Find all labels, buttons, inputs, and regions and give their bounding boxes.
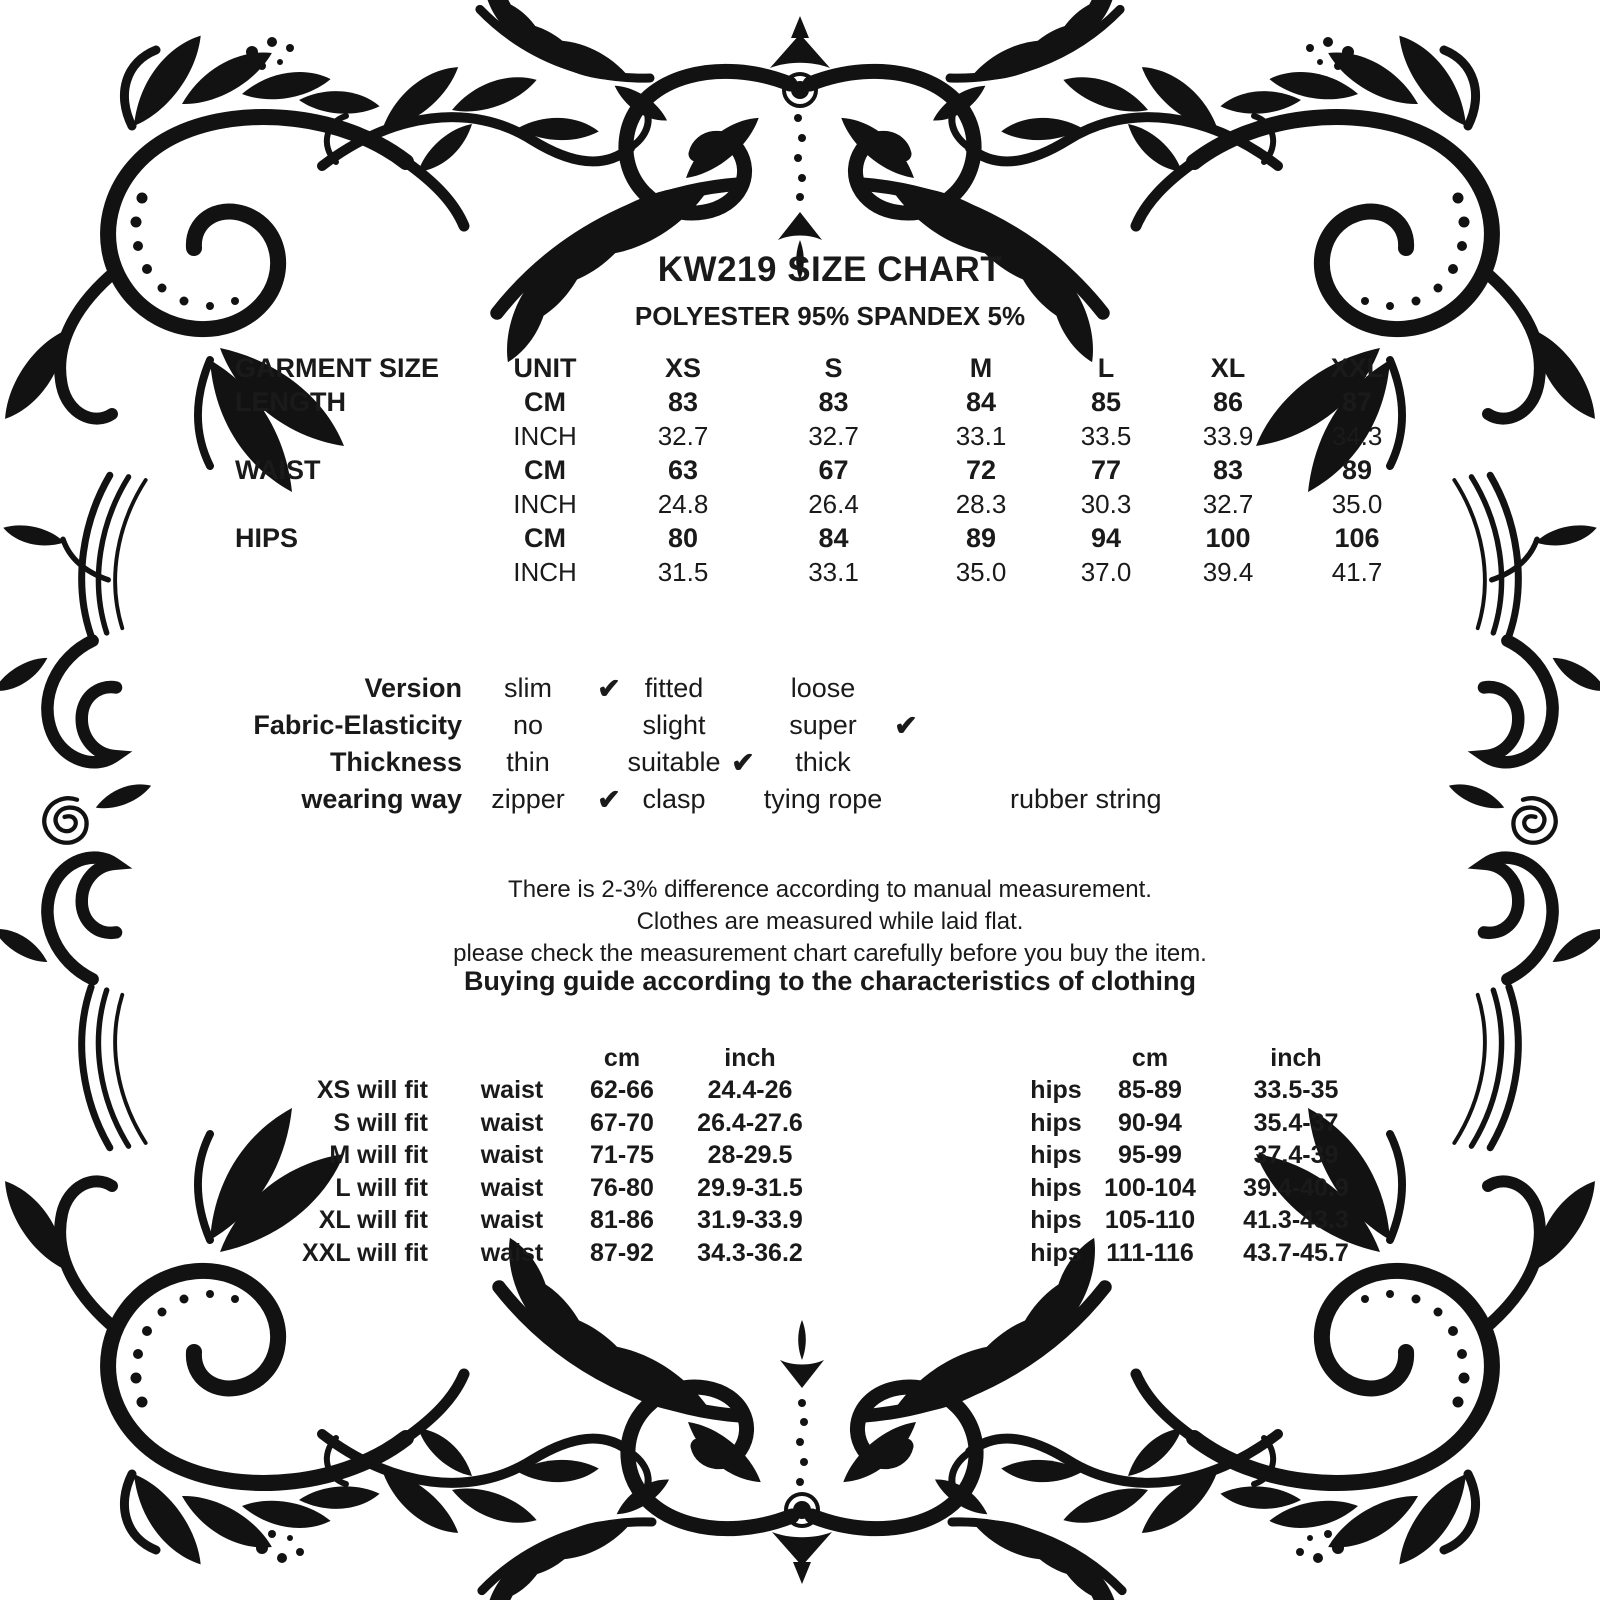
spacer-cell [838, 1205, 1008, 1238]
left-edge-scroll-chain [0, 475, 154, 1147]
size-table-cell: 83 [818, 386, 849, 417]
feature-option [928, 670, 1180, 707]
size-table-header-cell: UNIT [513, 352, 577, 383]
fit-table-cell: 26.4-27.6 [697, 1108, 803, 1137]
checkmark-cell [724, 670, 762, 707]
fit-table-cell: 33.5-35 [1253, 1076, 1339, 1105]
fit-table-header-cell: cm [1131, 1043, 1169, 1072]
fit-measure-label: hips [1030, 1076, 1082, 1105]
checkmark-cell [884, 781, 928, 818]
size-table-cell: 35.0 [955, 556, 1007, 587]
fit-table-cell: 43.7-45.7 [1243, 1238, 1349, 1267]
feature-option: rubber string [1010, 784, 1162, 814]
size-table-cell: 80 [667, 522, 699, 553]
fit-measure-label: waist [480, 1238, 544, 1267]
size-table-cell: 32.7 [1202, 488, 1254, 519]
size-table-unit-cell: INCH [513, 488, 577, 519]
fit-measure-label: hips [1030, 1108, 1082, 1137]
checkmark-cell [724, 707, 762, 744]
size-table-cell: 26.4 [808, 488, 859, 519]
size-table-cell: 37.0 [1080, 556, 1132, 587]
fit-size-label: XXL will fit [302, 1238, 428, 1267]
size-table-cell: 89 [1341, 454, 1373, 485]
size-table-cell: 77 [1090, 454, 1122, 485]
checkmark-cell [884, 744, 928, 781]
measurement-note-line: Clothes are measured while laid flat. [636, 908, 1024, 935]
fit-measure-label: hips [1030, 1238, 1082, 1267]
size-table-row-label: LENGTH [235, 386, 346, 417]
checkmark-icon: ✔ [597, 673, 621, 704]
size-table-cell: 72 [965, 454, 997, 485]
checkmark-cell [594, 744, 624, 781]
feature-option: slim [504, 673, 552, 703]
size-table-cell: 30.3 [1080, 488, 1132, 519]
spacer-cell [838, 1107, 1008, 1140]
page-title: KW219 SIZE CHART [657, 250, 1003, 289]
spacer-cell [838, 1172, 1008, 1205]
garment-features-list [180, 670, 1180, 818]
spacer-cell [442, 1042, 582, 1075]
size-table-unit-cell: CM [524, 386, 566, 417]
size-table-cell: 94 [1090, 522, 1122, 553]
fit-table-header-cell: inch [1270, 1043, 1322, 1072]
size-table-unit-cell: INCH [513, 420, 577, 451]
measurement-note-line: please check the measurement chart carefully before you buy the item. [453, 940, 1207, 967]
measurement-note-line: There is 2-3% difference according to manual measurement. [508, 876, 1152, 903]
fit-measure-label: waist [480, 1108, 544, 1137]
fit-measure-label: hips [1030, 1141, 1082, 1170]
size-table-cell: 89 [965, 522, 997, 553]
fit-measure-label: waist [480, 1173, 544, 1202]
size-table-header-cell: XL [1210, 352, 1246, 383]
fit-table-cell: 29.9-31.5 [697, 1173, 803, 1202]
size-table-cell: 32.7 [657, 420, 709, 451]
size-table-cell: 33.1 [955, 420, 1007, 451]
size-table-header-cell: GARMENT SIZE [235, 352, 440, 383]
fit-guide-table [270, 1042, 1396, 1270]
fit-measure-label: waist [480, 1206, 544, 1235]
fit-measure-label: waist [480, 1141, 544, 1170]
spacer-cell [1008, 1042, 1104, 1075]
feature-option: slight [642, 710, 706, 740]
size-table-cell: 100 [1205, 522, 1251, 553]
fit-table-cell: 28-29.5 [707, 1141, 793, 1170]
size-table-cell: 86 [1212, 386, 1244, 417]
feature-row-label: Version [364, 673, 462, 703]
fit-size-label: XS will fit [316, 1076, 428, 1105]
fit-table-cell: 76-80 [590, 1173, 654, 1202]
checkmark-icon: ✔ [731, 747, 755, 778]
size-table-row-label [235, 555, 475, 589]
size-table-unit-cell: CM [524, 454, 566, 485]
feature-option: thin [506, 747, 550, 777]
fit-table-header-cell: cm [603, 1043, 641, 1072]
checkmark-icon: ✔ [597, 784, 621, 815]
fit-table-cell: 31.9-33.9 [697, 1206, 803, 1235]
fit-table-cell: 90-94 [1118, 1108, 1182, 1137]
feature-option: loose [790, 673, 856, 703]
fit-table-cell: 95-99 [1118, 1141, 1182, 1170]
size-table-cell: 24.8 [657, 488, 709, 519]
feature-option: clasp [642, 784, 706, 814]
size-table-cell: 85 [1090, 386, 1122, 417]
feature-option: super [789, 710, 857, 740]
bottom-center-damask-ornament [471, 1234, 1133, 1600]
fit-table-cell: 24.4-26 [707, 1076, 793, 1105]
size-table-cell: 33.5 [1080, 420, 1132, 451]
size-table-unit-cell: INCH [513, 556, 577, 587]
size-table-unit-cell: CM [524, 522, 566, 553]
fit-measure-label: waist [480, 1076, 544, 1105]
size-table-row-label: WAIST [235, 454, 321, 485]
feature-option: fitted [644, 673, 704, 703]
feature-option: thick [795, 747, 851, 777]
feature-option [928, 707, 1180, 744]
size-table-header-cell: L [1097, 352, 1115, 383]
size-table-cell: 34.3 [1331, 420, 1383, 451]
right-edge-scroll-chain [1446, 475, 1600, 1147]
fit-table-cell: 111-116 [1106, 1238, 1194, 1267]
checkmark-cell [594, 707, 624, 744]
fit-table-cell: 37.4-39 [1253, 1141, 1339, 1170]
fit-table-cell: 67-70 [590, 1108, 654, 1137]
size-table-cell: 84 [818, 522, 849, 553]
fit-size-label: M will fit [329, 1141, 428, 1170]
fit-table-cell: 34.3-36.2 [697, 1238, 803, 1267]
size-table-row-label: HIPS [235, 522, 299, 553]
feature-option: suitable [627, 747, 721, 777]
size-table-cell: 63 [667, 454, 699, 485]
size-table-cell: 31.5 [657, 556, 709, 587]
size-table-header-cell: XXL [1330, 352, 1384, 383]
fit-table-cell: 41.3-43.3 [1243, 1206, 1349, 1235]
size-table-cell: 83 [1212, 454, 1244, 485]
fit-table-cell: 71-75 [590, 1141, 654, 1170]
size-table-cell: 35.0 [1331, 488, 1383, 519]
fit-table-cell: 62-66 [590, 1076, 654, 1105]
size-table-header-cell: M [969, 352, 993, 383]
fit-size-label: S will fit [333, 1108, 428, 1137]
checkmark-cell [884, 670, 928, 707]
size-table-header-cell: S [824, 352, 843, 383]
size-table-cell: 33.1 [808, 556, 859, 587]
feature-row-label: Fabric-Elasticity [253, 710, 462, 740]
feature-option: no [512, 710, 544, 740]
size-table-row-label [235, 487, 475, 521]
fit-measure-label: hips [1030, 1173, 1082, 1202]
feature-option [928, 744, 1180, 781]
fit-table-cell: 85-89 [1118, 1076, 1182, 1105]
size-table-cell: 87 [1341, 386, 1373, 417]
feature-option: zipper [491, 784, 565, 814]
buying-guide-heading: Buying guide according to the characteristics of clothing [463, 966, 1197, 996]
size-table-cell: 106 [1334, 522, 1380, 553]
spacer-cell [838, 1042, 1008, 1075]
fit-measure-label: hips [1030, 1206, 1082, 1235]
size-table-header-cell: XS [664, 352, 702, 383]
fit-table-cell: 35.4-37 [1253, 1108, 1339, 1137]
size-table-cell: 83 [667, 386, 699, 417]
fit-size-label: L will fit [335, 1173, 428, 1202]
spacer-cell [270, 1042, 442, 1075]
size-table-cell: 84 [965, 386, 997, 417]
size-table-cell: 28.3 [955, 488, 1007, 519]
size-table-cell: 32.7 [808, 420, 859, 451]
fit-table-cell: 105-110 [1104, 1206, 1196, 1235]
fit-table-cell: 87-92 [590, 1238, 654, 1267]
fit-table-cell: 100-104 [1104, 1173, 1196, 1202]
checkmark-icon: ✔ [894, 710, 918, 741]
size-chart-table [235, 351, 1424, 589]
fit-table-cell: 39.4-40.9 [1243, 1173, 1349, 1202]
feature-row-label: Thickness [329, 747, 462, 777]
spacer-cell [838, 1075, 1008, 1108]
checkmark-cell [724, 781, 762, 818]
feature-option: tying rope [763, 784, 883, 814]
fit-table-cell: 81-86 [590, 1206, 654, 1235]
size-table-cell: 33.9 [1202, 420, 1254, 451]
size-table-cell: 39.4 [1202, 556, 1254, 587]
size-table-cell: 41.7 [1331, 556, 1383, 587]
size-table-cell: 67 [818, 454, 849, 485]
material-subtitle: POLYESTER 95% SPANDEX 5% [634, 301, 1026, 331]
fit-table-header-cell: inch [724, 1043, 776, 1072]
fit-size-label: XL will fit [318, 1206, 428, 1235]
feature-row-label: wearing way [301, 784, 462, 814]
spacer-cell [838, 1140, 1008, 1173]
size-table-row-label [235, 419, 475, 453]
spacer-cell [838, 1237, 1008, 1270]
